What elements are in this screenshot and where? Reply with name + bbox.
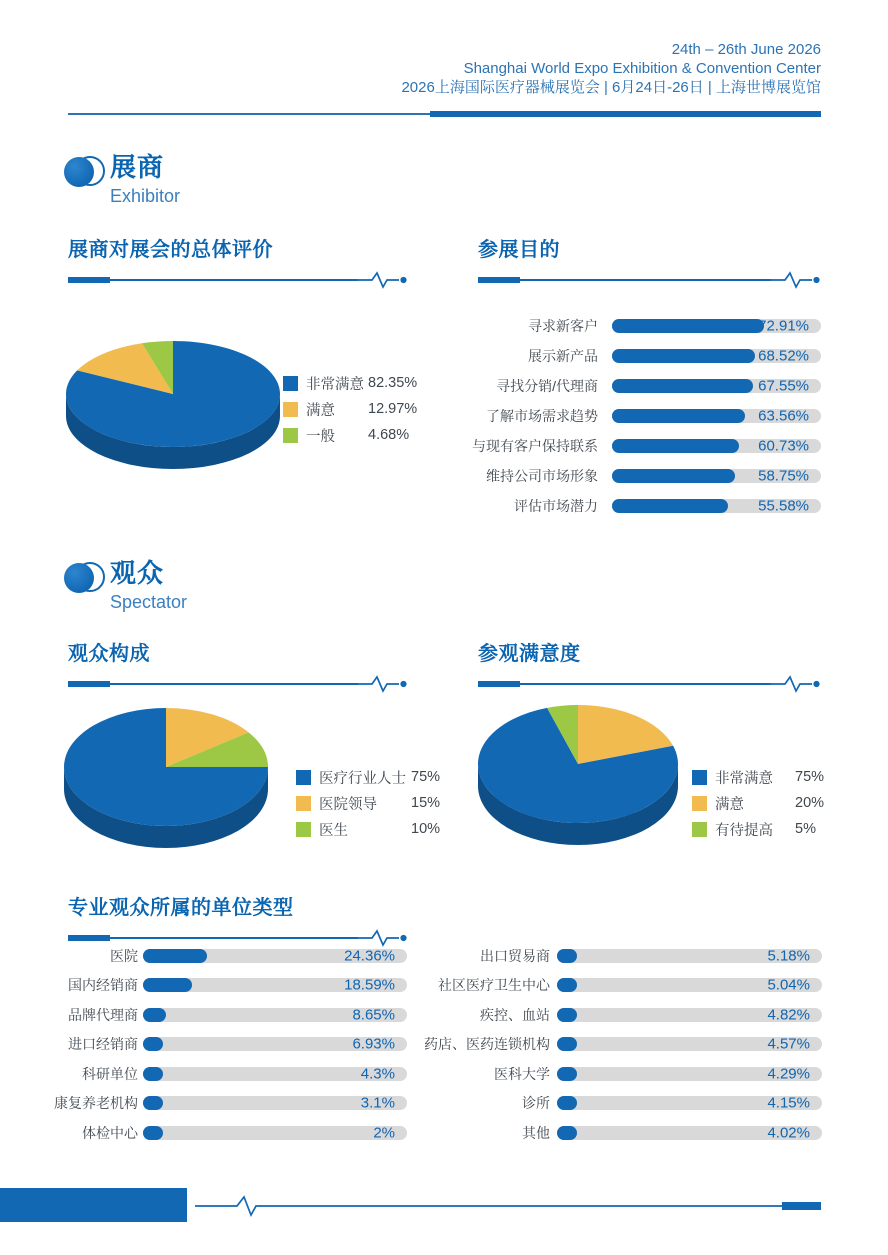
- bar-label: 品牌代理商: [68, 1006, 138, 1023]
- legend-composition: [296, 764, 440, 842]
- bar-label: 医科大学: [494, 1065, 550, 1082]
- section-title: 展商: [110, 152, 165, 182]
- bar-chart-purpose: [470, 311, 821, 521]
- legend-swatch: [283, 428, 298, 443]
- bar-fill: [143, 978, 192, 992]
- bar-track: [612, 499, 821, 513]
- chart-heading-unit-type: [68, 891, 408, 947]
- divider-thin-line: [68, 113, 430, 115]
- bar-track: [557, 978, 822, 992]
- bar-fill: [612, 439, 739, 453]
- header-venue-en: Shanghai World Expo Exhibition & Convention Center: [463, 60, 821, 77]
- bar-label: 维持公司市场形象: [486, 468, 598, 484]
- legend-label: 非常满意: [306, 376, 364, 393]
- legend-satisfaction: [692, 764, 824, 842]
- bar-label: 出口贸易商: [480, 947, 550, 964]
- bar-fill: [557, 949, 577, 963]
- bar-label: 疾控、血站: [480, 1006, 550, 1023]
- bar-fill: [557, 1008, 577, 1022]
- legend-value: 10%: [411, 821, 441, 837]
- bar-fill: [143, 949, 207, 963]
- legend-item: [692, 764, 824, 790]
- bar-value: 4.29%: [767, 1065, 810, 1083]
- circle-filled-icon: [64, 563, 94, 593]
- bar-value: 3.1%: [360, 1094, 395, 1112]
- bar-label: 进口经销商: [68, 1036, 138, 1053]
- legend-item: [296, 764, 440, 790]
- pie-chart-satisfaction: [470, 698, 690, 858]
- heading-rule: [478, 271, 821, 289]
- bar-fill: [143, 1096, 163, 1110]
- legend-item: [692, 816, 824, 842]
- bar-fill: [143, 1126, 163, 1140]
- bar-fill: [143, 1037, 163, 1051]
- legend-swatch: [692, 796, 707, 811]
- bar-track: [143, 1126, 407, 1140]
- bar-value: 58.75%: [758, 467, 809, 485]
- section-title: 观众: [110, 558, 165, 588]
- bar-track: [557, 949, 822, 963]
- circle-filled-icon: [64, 157, 94, 187]
- bar-value: 4.02%: [767, 1124, 810, 1142]
- pie-chart-overall-rating: [60, 335, 290, 485]
- header-title-cn: 2026上海国际医疗器械展览会 | 6月24日-26日 | 上海世博展览馆: [401, 79, 821, 96]
- bar-label: 了解市场需求趋势: [486, 408, 598, 424]
- bar-track: [143, 1037, 407, 1051]
- bar-fill: [557, 978, 577, 992]
- bar-row: [40, 1118, 407, 1148]
- footer-bar: [0, 1188, 187, 1222]
- chart-title: 参展目的: [478, 239, 560, 261]
- bar-fill: [612, 409, 745, 423]
- bar-value: 67.55%: [758, 377, 809, 395]
- bar-row: [415, 1118, 822, 1148]
- circles-icon: [64, 558, 104, 596]
- bar-value: 24.36%: [344, 947, 395, 965]
- bar-row: [470, 371, 821, 401]
- bar-row: [470, 431, 821, 461]
- bar-label: 科研单位: [82, 1065, 138, 1082]
- bar-value: 4.15%: [767, 1094, 810, 1112]
- heading-rule: [478, 675, 821, 693]
- rule-thick: [478, 681, 520, 687]
- bar-row: [415, 1030, 822, 1060]
- legend-value: 12.97%: [368, 401, 418, 417]
- legend-label: 有待提高: [715, 822, 773, 839]
- bar-label: 医院: [110, 947, 138, 964]
- pulse-icon: [358, 675, 408, 693]
- bar-track: [612, 469, 821, 483]
- chart-heading-overall-rating: [68, 233, 408, 289]
- bar-label: 评估市场潜力: [514, 498, 598, 514]
- bar-row: [470, 341, 821, 371]
- legend-value: 20%: [795, 795, 825, 811]
- legend-overall-rating: [283, 370, 417, 448]
- bar-label: 其他: [522, 1124, 550, 1141]
- bar-track: [612, 319, 821, 333]
- bar-row: [40, 941, 407, 971]
- heading-rule: [68, 675, 408, 693]
- legend-swatch: [296, 822, 311, 837]
- bar-fill: [612, 499, 728, 513]
- bar-track: [612, 409, 821, 423]
- pie-chart-composition: [58, 700, 282, 860]
- bar-fill: [557, 1067, 577, 1081]
- bar-fill: [612, 379, 753, 393]
- bar-track: [143, 1008, 407, 1022]
- bar-row: [470, 311, 821, 341]
- bar-label: 与现有客户保持联系: [472, 438, 598, 454]
- bar-row: [40, 1089, 407, 1119]
- legend-value: 82.35%: [368, 375, 418, 391]
- bar-track: [557, 1067, 822, 1081]
- rule-thick: [68, 277, 110, 283]
- footer-pulse-line: [195, 1194, 822, 1218]
- bar-row: [40, 1059, 407, 1089]
- bar-fill: [143, 1008, 166, 1022]
- chart-title: 专业观众所属的单位类型: [68, 897, 294, 919]
- bar-row: [40, 971, 407, 1001]
- bar-fill: [557, 1037, 577, 1051]
- bar-value: 4.82%: [767, 1006, 810, 1024]
- section-subtitle: Exhibitor: [110, 186, 181, 206]
- legend-value: 5%: [795, 821, 816, 837]
- legend-item: [283, 396, 417, 422]
- legend-item: [296, 790, 440, 816]
- bar-label: 体检中心: [82, 1124, 138, 1141]
- bar-row: [40, 1030, 407, 1060]
- bar-row: [470, 491, 821, 521]
- bar-row: [470, 401, 821, 431]
- pulse-icon: [771, 271, 821, 289]
- legend-value: 75%: [411, 769, 441, 785]
- bar-track: [143, 1096, 407, 1110]
- bar-label: 国内经销商: [68, 977, 138, 994]
- legend-value: 15%: [411, 795, 441, 811]
- bar-value: 63.56%: [758, 407, 809, 425]
- bar-label: 寻求新客户: [528, 318, 598, 334]
- chart-title: 观众构成: [68, 643, 150, 665]
- bar-label: 诊所: [522, 1095, 550, 1112]
- bar-value: 4.57%: [767, 1035, 810, 1053]
- divider-thick-line: [430, 111, 821, 117]
- bar-label: 展示新产品: [528, 348, 598, 364]
- pulse-icon: [358, 271, 408, 289]
- bar-value: 72.91%: [758, 317, 809, 335]
- legend-label: 一般: [306, 428, 335, 445]
- bar-label: 药店、医药连锁机构: [424, 1036, 550, 1053]
- legend-label: 满意: [306, 402, 335, 419]
- section-subtitle: Spectator: [110, 592, 188, 612]
- bar-fill: [557, 1126, 577, 1140]
- bar-value: 5.18%: [767, 947, 810, 965]
- bar-fill: [557, 1096, 577, 1110]
- bar-label: 社区医疗卫生中心: [438, 977, 550, 994]
- bar-value: 55.58%: [758, 497, 809, 515]
- legend-item: [283, 422, 417, 448]
- header-dates: 24th – 26th June 2026: [671, 41, 821, 58]
- legend-swatch: [296, 770, 311, 785]
- bar-value: 60.73%: [758, 437, 809, 455]
- legend-label: 非常满意: [715, 770, 773, 787]
- section-exhibitor: [64, 152, 180, 208]
- bar-value: 2%: [373, 1124, 395, 1142]
- rule-line: [520, 683, 771, 685]
- bar-track: [612, 439, 821, 453]
- legend-label: 医疗行业人士: [319, 770, 406, 787]
- legend-label: 医生: [319, 822, 348, 839]
- bar-value: 8.65%: [352, 1006, 395, 1024]
- legend-swatch: [692, 822, 707, 837]
- legend-swatch: [283, 402, 298, 417]
- heading-rule: [68, 271, 408, 289]
- bar-value: 5.04%: [767, 976, 810, 994]
- legend-label: 满意: [715, 796, 744, 813]
- header-divider: [68, 110, 821, 118]
- bar-chart-unit-type-left: [40, 941, 407, 1148]
- bar-track: [143, 949, 407, 963]
- legend-item: [283, 370, 417, 396]
- legend-swatch: [296, 796, 311, 811]
- bar-track: [557, 1008, 822, 1022]
- legend-value: 4.68%: [368, 427, 410, 443]
- bar-fill: [612, 469, 735, 483]
- legend-item: [296, 816, 440, 842]
- legend-label: 医院领导: [319, 796, 377, 813]
- legend-item: [692, 790, 824, 816]
- bar-row: [470, 461, 821, 491]
- rule-line: [110, 683, 358, 685]
- bar-label: 寻找分销/代理商: [496, 378, 598, 394]
- bar-track: [557, 1096, 822, 1110]
- section-spectator: [64, 558, 187, 614]
- bar-value: 6.93%: [352, 1035, 395, 1053]
- bar-fill: [612, 319, 764, 333]
- chart-heading-purpose: [478, 233, 821, 289]
- bar-row: [415, 1000, 822, 1030]
- chart-heading-satisfaction: [478, 637, 821, 693]
- bar-label: 康复养老机构: [54, 1095, 138, 1112]
- bar-track: [557, 1126, 822, 1140]
- bar-track: [557, 1037, 822, 1051]
- rule-line: [110, 937, 358, 939]
- circles-icon: [64, 152, 104, 190]
- legend-value: 75%: [795, 769, 825, 785]
- chart-heading-composition: [68, 637, 408, 693]
- bar-value: 18.59%: [344, 976, 395, 994]
- legend-swatch: [692, 770, 707, 785]
- bar-track: [612, 349, 821, 363]
- pulse-icon: [771, 675, 821, 693]
- bar-fill: [612, 349, 755, 363]
- rule-thick: [68, 681, 110, 687]
- legend-swatch: [283, 376, 298, 391]
- bar-row: [40, 1000, 407, 1030]
- bar-track: [143, 1067, 407, 1081]
- chart-title: 参观满意度: [478, 643, 581, 665]
- bar-fill: [143, 1067, 163, 1081]
- header: [401, 40, 821, 97]
- bar-row: [415, 1059, 822, 1089]
- bar-value: 4.3%: [360, 1065, 395, 1083]
- bar-row: [415, 971, 822, 1001]
- rule-line: [110, 279, 358, 281]
- bar-track: [612, 379, 821, 393]
- bar-chart-unit-type-right: [415, 941, 822, 1148]
- rule-line: [520, 279, 771, 281]
- bar-row: [415, 941, 822, 971]
- bar-track: [143, 978, 407, 992]
- rule-thick: [478, 277, 520, 283]
- bar-row: [415, 1089, 822, 1119]
- chart-title: 展商对展会的总体评价: [68, 239, 273, 261]
- bar-value: 68.52%: [758, 347, 809, 365]
